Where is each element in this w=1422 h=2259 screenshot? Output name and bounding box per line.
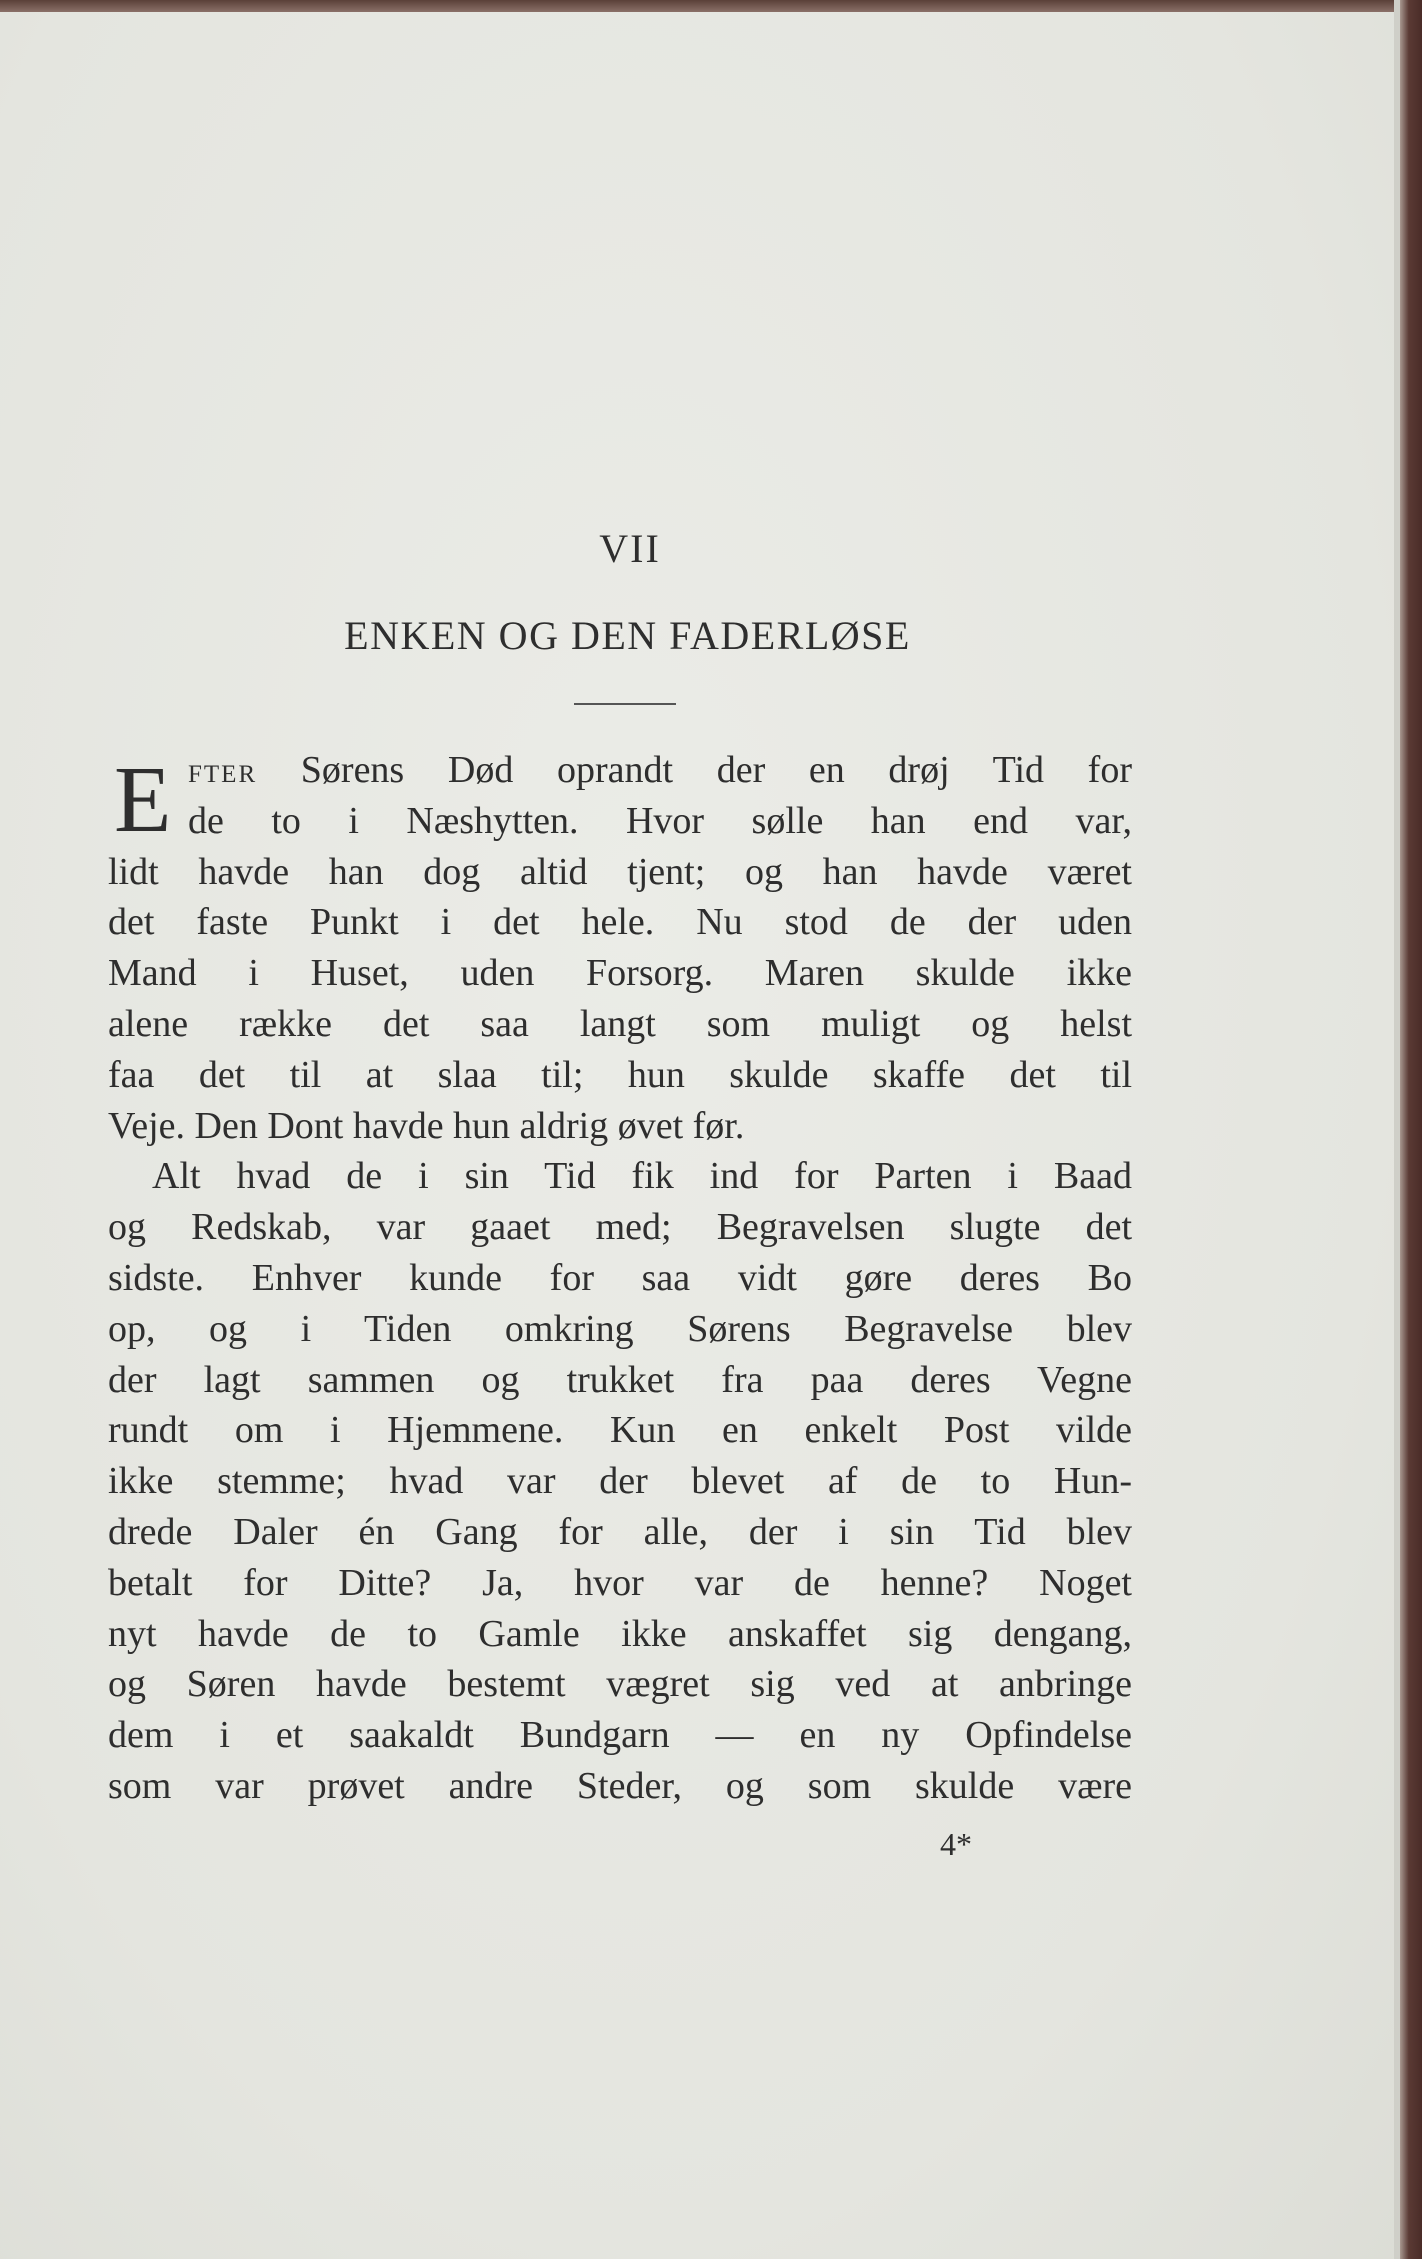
- signature-mark: 4*: [940, 1826, 972, 1862]
- body-line: op, og i Tiden omkring Sørens Begravelse blev: [108, 1307, 1132, 1350]
- body-line: rundt om i Hjemmene. Kun en enkelt Post vilde: [108, 1409, 1132, 1452]
- body-line: nyt havde de to Gamle ikke anskaffet sig dengang,: [108, 1612, 1132, 1655]
- body-line: de to i Næshytten. Hvor sølle han end var,: [188, 799, 1132, 842]
- body-line: Mand i Huset, uden Forsorg. Maren skulde ikke: [108, 952, 1132, 995]
- chapter-number: VII: [599, 526, 661, 571]
- page-top-edge: [0, 0, 1422, 12]
- body-line: Alt hvad de i sin Tid fik ind for Parten i Baad: [152, 1155, 1132, 1198]
- drop-cap: E: [114, 748, 172, 852]
- paragraph-1-opening: [108, 745, 1132, 852]
- body-line: dem i et saakaldt Bundgarn — en ny Opfindelse: [108, 1714, 1132, 1757]
- body-line: faa det til at slaa til; hun skulde skaffe det til: [108, 1053, 1132, 1096]
- body-line: lidt havde han dog altid tjent; og han havde været: [108, 850, 1132, 893]
- body-line: som var prøvet andre Steder, og som skulde være: [108, 1764, 1132, 1807]
- chapter-body: [108, 745, 1132, 1812]
- line-text: Sørens Død oprandt der en drøj Tid for: [300, 749, 1132, 791]
- body-line: og Redskab, var gaaet med; Begravelsen slugte det: [108, 1206, 1132, 1249]
- body-line: drede Daler én Gang for alle, der i sin Tid blev: [108, 1510, 1132, 1553]
- body-line: det faste Punkt i det hele. Nu stod de der uden: [108, 901, 1132, 944]
- body-line: sidste. Enhver kunde for saa vidt gøre deres Bo: [108, 1256, 1132, 1299]
- body-line: og Søren havde bestemt vægret sig ved at anbringe: [108, 1663, 1132, 1706]
- body-line: betalt for Ditte? Ja, hvor var de henne? Noget: [108, 1561, 1132, 1604]
- title-divider: [574, 703, 676, 705]
- book-spine-edge: [1400, 0, 1422, 2259]
- body-line: ikke stemme; hvad var der blevet af de to Hun-: [108, 1460, 1132, 1503]
- body-line: Veje. Den Dont havde hun aldrig øvet før.: [108, 1104, 745, 1147]
- chapter-title: ENKEN OG DEN FADERLØSE: [344, 613, 911, 658]
- body-line: [188, 745, 1132, 796]
- opening-smallcaps: FTER: [188, 761, 258, 788]
- body-line: der lagt sammen og trukket fra paa deres Vegne: [108, 1358, 1132, 1401]
- body-line: alene række det saa langt som muligt og helst: [108, 1002, 1132, 1045]
